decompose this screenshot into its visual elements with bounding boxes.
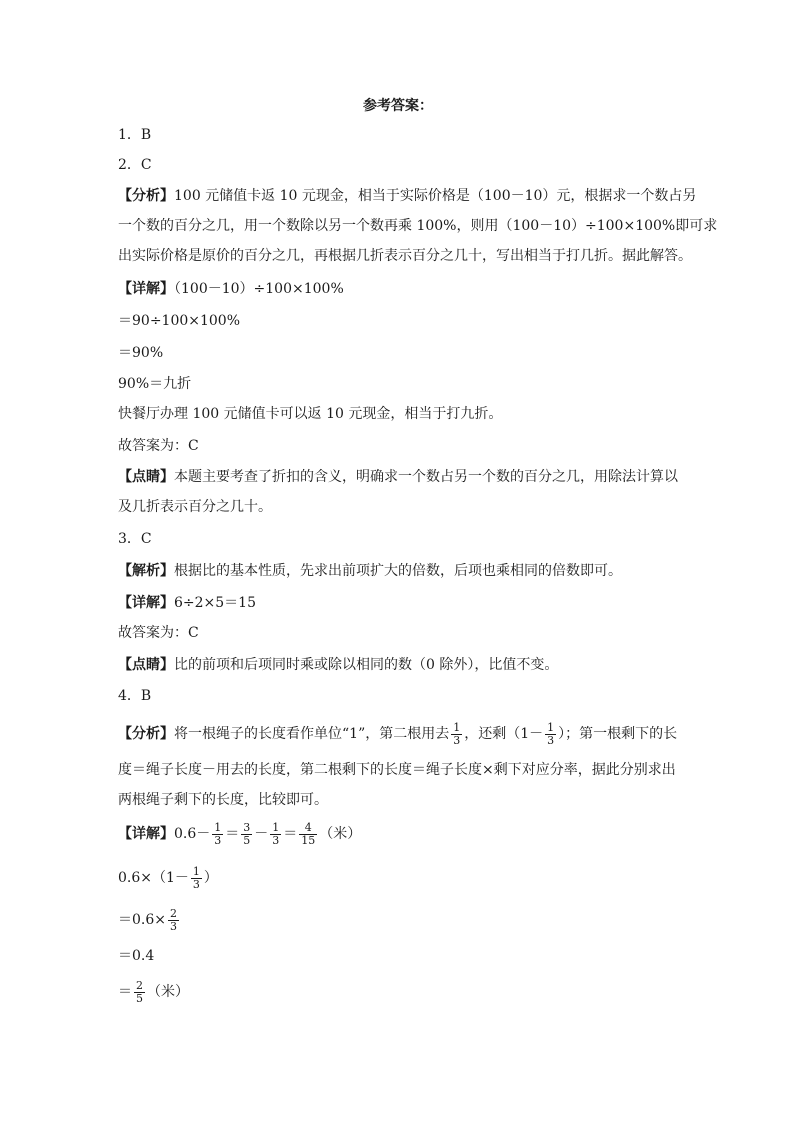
denominator: 5 bbox=[243, 833, 251, 847]
note-text: 比的前项和后项同时乘或除以相同的数（0 除外），比值不变。 bbox=[174, 657, 559, 673]
q2-analysis-line1 bbox=[118, 186, 696, 206]
denominator: 3 bbox=[453, 733, 461, 747]
numerator: 1 bbox=[453, 720, 461, 734]
expr: ＝0.6× bbox=[118, 912, 166, 928]
detail-tag: 【详解】 bbox=[118, 826, 174, 842]
expr: （米） bbox=[319, 826, 362, 842]
answer-2: 2．C bbox=[118, 157, 152, 173]
expr: 0.6－ bbox=[174, 826, 211, 842]
numerator: 1 bbox=[192, 864, 200, 878]
q2-note-line2: 及几折表示百分之几十。 bbox=[118, 499, 272, 515]
answer-3: 3．C bbox=[118, 531, 152, 547]
detail-text: （100－10）÷100×100% bbox=[174, 281, 344, 297]
fraction-four-fifteenths bbox=[299, 822, 317, 847]
analysis-text: 将一根绳子的长度看作单位“1”，第二根用去 bbox=[174, 726, 450, 742]
q2-detail-line4: 90%＝九折 bbox=[118, 376, 192, 392]
q4-detail-line5 bbox=[118, 976, 189, 1008]
q4-detail-line3 bbox=[118, 904, 181, 936]
q4-detail-line2 bbox=[118, 862, 218, 894]
q4-detail-line4: ＝0.4 bbox=[118, 948, 155, 964]
denominator: 3 bbox=[170, 919, 177, 933]
numerator: 3 bbox=[243, 820, 251, 834]
q2-detail-line3: ＝90% bbox=[118, 345, 164, 361]
q2-analysis-line3: 出实际价格是原价的百分之几，再根据几折表示百分之几十，写出相当于打几折。据此解答。 bbox=[118, 248, 692, 264]
numerator: 1 bbox=[214, 820, 222, 834]
analysis-tag: 【解析】 bbox=[118, 563, 174, 579]
q3-answer: 故答案为：C bbox=[118, 625, 199, 641]
q2-analysis-line2: 一个数的百分之几，用一个数除以另一个数再乘 100%，则用（100－10）÷100×100%即可求 bbox=[118, 218, 718, 234]
fraction-three-fifths bbox=[241, 822, 252, 847]
analysis-tag: 【分析】 bbox=[118, 188, 174, 204]
detail-tag: 【详解】 bbox=[118, 281, 174, 297]
q2-answer: 故答案为：C bbox=[118, 438, 199, 454]
fraction-two-fifths bbox=[134, 980, 145, 1005]
fraction-two-thirds bbox=[168, 908, 179, 933]
numerator: 2 bbox=[170, 906, 177, 920]
page-title: 参考答案： bbox=[363, 98, 433, 114]
expr: （米） bbox=[147, 984, 189, 1000]
denominator: 3 bbox=[272, 833, 280, 847]
fraction-one-third bbox=[451, 722, 462, 747]
numerator: 2 bbox=[136, 978, 143, 992]
analysis-tag: 【分析】 bbox=[118, 726, 174, 742]
expr: ＝ bbox=[118, 984, 132, 1000]
expr: 0.6×（1－ bbox=[118, 870, 189, 886]
expr: ＝ bbox=[283, 826, 298, 842]
q2-detail-line2: ＝90÷100×100% bbox=[118, 313, 241, 329]
fraction-one-third bbox=[270, 822, 281, 847]
fraction-one-third bbox=[191, 866, 202, 891]
denominator: 5 bbox=[136, 991, 143, 1005]
fraction-one-third bbox=[212, 822, 223, 847]
q2-note-line1 bbox=[118, 467, 678, 487]
q3-note bbox=[118, 655, 558, 675]
expr: － bbox=[254, 826, 269, 842]
expr: ＝ bbox=[225, 826, 240, 842]
q4-analysis-line2: 度＝绳子长度－用去的长度，第二根剩下的长度＝绳子长度×剩下对应分率，据此分别求出 bbox=[118, 762, 676, 778]
numerator: 1 bbox=[547, 720, 555, 734]
denominator: 3 bbox=[547, 733, 555, 747]
denominator: 3 bbox=[214, 833, 222, 847]
q2-detail-line5: 快餐厅办理 100 元储值卡可以返 10 元现金，相当于打九折。 bbox=[118, 406, 503, 422]
detail-tag: 【详解】 bbox=[118, 595, 174, 611]
analysis-text: 100 元储值卡返 10 元现金，相当于实际价格是（100－10）元，根据求一个数占另 bbox=[174, 188, 697, 204]
answer-4: 4．B bbox=[118, 688, 152, 704]
q4-analysis-line3: 两根绳子剩下的长度，比较即可。 bbox=[118, 792, 328, 808]
analysis-text: ）；第一根剩下的长 bbox=[558, 726, 678, 742]
q3-analysis bbox=[118, 561, 622, 581]
fraction-one-third bbox=[545, 722, 556, 747]
q4-analysis-line1 bbox=[118, 718, 677, 750]
analysis-text: ，还剩（1－ bbox=[464, 726, 544, 742]
expr: ） bbox=[203, 870, 218, 886]
q3-detail bbox=[118, 593, 256, 613]
q4-detail-line1 bbox=[118, 818, 361, 850]
answer-1: 1．B bbox=[118, 127, 152, 143]
numerator: 4 bbox=[299, 822, 317, 835]
detail-text: 6÷2×5＝15 bbox=[174, 595, 256, 611]
note-tag: 【点睛】 bbox=[118, 657, 174, 673]
denominator: 15 bbox=[301, 833, 316, 847]
denominator: 3 bbox=[192, 877, 200, 891]
q2-detail-line1 bbox=[118, 279, 344, 299]
note-text: 本题主要考查了折扣的含义，明确求一个数占另一个数的百分之几，用除法计算以 bbox=[174, 469, 678, 485]
analysis-text: 根据比的基本性质，先求出前项扩大的倍数，后项也乘相同的倍数即可。 bbox=[174, 563, 622, 579]
numerator: 1 bbox=[272, 820, 280, 834]
note-tag: 【点睛】 bbox=[118, 469, 174, 485]
